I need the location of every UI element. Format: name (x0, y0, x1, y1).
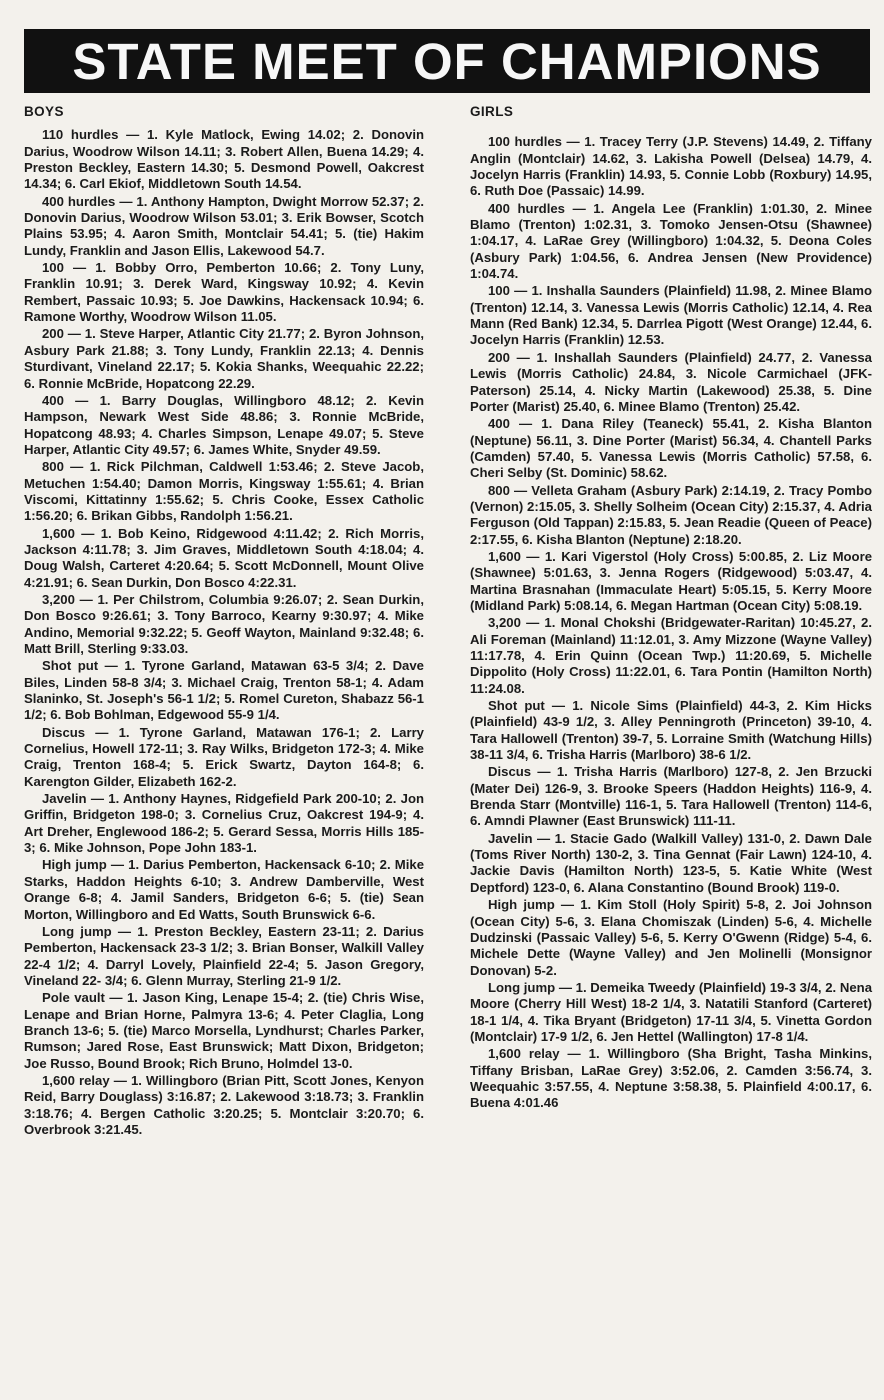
event-results-text: — 1. Tyrone Garland, Matawan 63-5 3/4; 2. Dave Biles, Linden 58-8 3/4; 3. Michael Craig, Trenton 58-1; 4. Adam Slaninko, St. Joseph's 56-1 1/2; 5. Romel Cureton, Shabazz 56-1 1/2; 6. Bob Bohlman, Edgewood 55-9 1/4. (24, 658, 424, 723)
event-result-entry (24, 725, 424, 790)
event-name: 800 (488, 482, 510, 498)
event-result-entry (24, 260, 424, 325)
event-result-entry (24, 857, 424, 922)
event-name: Shot put (42, 658, 99, 674)
event-results-text: — 1. Anthony Haynes, Ridgefield Park 200-10; 2. Jon Griffin, Bridgeton 198-0; 3. Cornelius Cruz, Oakcrest 194-9; 4. Art Dreher, Englewood 186-2; 5. Gerard Sessa, Morris Hills 185-3; 6. Mike Johnson, Pope John 183-1. (24, 791, 424, 856)
event-results-text: — 1. Per Chilstrom, Columbia 9:26.07; 2. Sean Durkin, Don Bosco 9:26.61; 3. Tony Barroco, Kearny 9:30.97; 4. Mike Andino, Memorial 9:32.22; 5. Geoff Wayton, Mainland 9:32.48; 6. Matt Brill, Sterling 9:33.03. (24, 591, 424, 656)
event-results-text: — 1. Monal Chokshi (Bridgewater-Raritan) 10:45.27, 2. Ali Foreman (Mainland) 11:12.01, 3. Amy Mizzone (Wayne Valley) 11:17.78, 4. Erin Quinn (Ocean Twp.) 11:20.69, 5. Michelle Dippolito (Holy Cross) 11:22.01, 6. Tara Pontin (Hamilton North) 11:24.08. (470, 615, 872, 696)
event-result-entry (24, 526, 424, 591)
page-title: STATE MEET OF CHAMPIONS (24, 29, 870, 93)
event-result-entry (24, 393, 424, 458)
event-result-entry (24, 194, 424, 259)
event-results-text: — 1. Demeika Tweedy (Plainfield) 19-3 3/4, 2. Nena Moore (Cherry Hill West) 18-2 1/4, 3. Natatili Stanford (Carteret) 18-1 1/4, 4. Tika Bryant (Bridgeton) 17-11 3/4, 5. Vinetta Gordon (Montclair) 17-9 1/2, 6. Jen Hettel (Wallington) 17-8 1/4. (470, 979, 873, 1044)
event-results-text: — 1. Inshalla Saunders (Plainfield) 11.98, 2. Minee Blamo (Trenton) 12.14, 3. Vanessa Lewis (Morris Catholic) 12.14, 4. Rea Mann (Red Bank) 12.34, 5. Darrlea Pigott (West Orange) 12.44, 6. Jocelyn Harris (Franklin) 12.53. (470, 283, 872, 348)
event-result-entry (24, 658, 424, 723)
event-results-text: — 1. Stacie Gado (Walkill Valley) 131-0, 2. Dawn Dale (Toms River North) 130-2, 3. Tina Gennat (Fair Lawn) 124-10, 4. Jackie Davis (Hamilton North) 123-5, 5. Katie White (West Deptford) 123-0, 6. Alana Constantino (Bound Brook) 119-0. (470, 830, 872, 895)
event-result-entry (470, 764, 872, 829)
event-results-text: — 1. Dana Riley (Teaneck) 55.41, 2. Kisha Blanton (Neptune) 56.11, 3. Dine Porter (Marist) 56.34, 4. Chantell Parks (Camden) 57.40, 5. Vanessa Lewis (Morris Catholic) 57.58, 6. Cheri Selby (St. Dominic) 58.62. (470, 416, 872, 481)
event-name: 200 (488, 349, 510, 365)
event-name: 200 (42, 326, 64, 342)
event-result-entry (470, 549, 872, 614)
boys-heading: BOYS (24, 104, 64, 119)
event-name: Javelin (488, 830, 533, 846)
event-result-entry (24, 990, 424, 1072)
event-name: 400 (488, 416, 510, 432)
event-name: 3,200 (42, 591, 75, 607)
event-results-text: — 1. Inshallah Saunders (Plainfield) 24.77, 2. Vanessa Lewis (Morris Catholic) 24.84, 3. Nicole Carmichael (JFK-Paterson) 25.14, 4. Nicky Martin (Lakewood) 25.38, 5. Dine Porter (Marist) 25.40, 6. Minee Blamo (Trenton) 25.42. (470, 349, 872, 414)
event-name: Javelin (42, 791, 87, 807)
event-results-text: — 1. Rick Pilchman, Caldwell 1:53.46; 2. Steve Jacob, Metuchen 1:54.40; Damon Morris, Kingsway 1:55.61; 4. Brian Viscomi, Kittatinny 1:55.62; 5. Chris Cooke, Essex Catholic 1:56.20; 6. Brikan Gibbs, Randolph 1:56.21. (24, 459, 424, 524)
event-name: 1,600 relay (488, 1046, 560, 1062)
event-result-entry (470, 350, 872, 415)
event-name: Long jump (42, 923, 112, 939)
event-name: 400 (42, 392, 64, 408)
event-results-text: — 1. Tracey Terry (J.P. Stevens) 14.49, 2. Tiffany Anglin (Montclair) 14.62, 3. Lakisha Powell (Delsea) 14.79, 4. Jocelyn Harris (Franklin) 14.93, 5. Connie Lobb (Roxbury) 14.95, 6. Ruth Doe (Passaic) 14.99. (470, 134, 872, 199)
event-result-entry (24, 459, 424, 524)
event-name: 1,600 (42, 525, 75, 541)
event-results-text: — 1. Nicole Sims (Plainfield) 44-3, 2. Kim Hicks (Plainfield) 43-9 1/2, 3. Alley Penningroth (Princeton) 39-10, 4. Tara Hallowell (Trenton) 39-7, 5. Lorraine Smith (Watchung Hills) 38-11 3/4, 6. Trisha Harris (Marlboro) 38-6 1/2. (470, 698, 872, 763)
event-name: Shot put (488, 698, 545, 714)
event-result-entry (470, 897, 872, 979)
event-results-text: — 1. Bob Keino, Ridgewood 4:11.42; 2. Rich Morris, Jackson 4:11.78; 3. Jim Graves, Middletown South 4:18.04; 4. Doug Walsh, Carteret 4:20.64; 5. Scott McDonnell, Mount Olive 4:21.91; 6. Sean Durkin, Don Bosco 4:22.31. (24, 525, 424, 590)
event-result-entry (470, 615, 872, 697)
event-result-entry (24, 326, 424, 391)
event-name: Pole vault (42, 990, 105, 1006)
event-results-text: — 1. Jason King, Lenape 15-4; 2. (tie) Chris Wise, Lenape and Brian Horne, Palmyra 13-6; 4. Peter Claglia, Long Branch 13-6; 5. (tie) Marco Morsella, Lyndhurst; Charles Parker, Rumson; Jared Rose, East Brunswick; Matt Dixon, Bridgeton; Joe Russo, Bound Brook; Rich Bruno, Holmdel 13-0. (24, 990, 424, 1071)
event-result-entry (470, 201, 872, 283)
event-name: 1,600 relay (42, 1072, 110, 1088)
event-result-entry (470, 483, 872, 548)
event-result-entry (24, 791, 424, 856)
event-results-text: — 1. Preston Beckley, Eastern 23-11; 2. Darius Pemberton, Hackensack 23-3 1/2; 3. Brian Bonser, Walkill Valley 22-4 1/2; 4. Darryl Lovely, Plainfield 22-4; 5. Jason Gregory, Vineland 22- 3/4; 6. Glenn Murray, Sterling 21-9 1/2. (24, 923, 424, 988)
event-results-text: — Velleta Graham (Asbury Park) 2:14.19, 2. Tracy Pombo (Vernon) 2:15.05, 3. Shelly Solheim (Ocean City) 2:15.37, 4. Adria Ferguson (Old Tappan) 2:15.83, 5. Jean Readie (Queen of Peace) 2:17.55, 6. Kisha Blanton (Neptune) 2:18.20. (470, 482, 872, 547)
event-result-entry (470, 416, 872, 481)
boys-results-column (24, 104, 424, 1139)
event-name: 100 hurdles (488, 134, 562, 150)
event-result-entry (24, 1073, 424, 1138)
event-name: 110 hurdles (42, 127, 119, 143)
event-name: Discus (488, 764, 532, 780)
event-name: Discus (42, 724, 86, 740)
event-result-entry (470, 283, 872, 348)
event-results-text: — 1. Trisha Harris (Marlboro) 127-8, 2. Jen Brzucki (Mater Dei) 126-9, 3. Brooke Speers (Haddon Heights) 116-9, 4. Brenda Starr (Montville) 116-1, 5. Tara Hallowell (Trenton) 114-6, 6. Amndi Plawner (East Brunswick) 111-11. (470, 764, 872, 829)
event-result-entry (24, 127, 424, 192)
event-results-text: — 1. Willingboro (Sha Bright, Tasha Minkins, Tiffany Brisban, LaRae Grey) 3:52.06, 2. Camden 3:56.74, 3. Weequahic 3:57.55, 4. Neptune 3:58.38, 5. Plainfield 4:00.17, 6. Buena 4:01.46 (470, 1046, 872, 1111)
event-results-text: — 1. Bobby Orro, Pemberton 10.66; 2. Tony Luny, Franklin 10.91; 3. Derek Ward, Kingsway 10.92; 4. Kevin Rembert, Passaic 10.93; 5. Joe Dawkins, Hackensack 10.94; 6. Ramone Worthy, Woodrow Wilson 11.05. (24, 260, 424, 325)
event-results-text: — 1. Tyrone Garland, Matawan 176-1; 2. Larry Cornelius, Howell 172-11; 3. Ray Wilks, Bridgeton 172-3; 4. Mike Craig, Trenton 168-4; 5. Erick Swartz, Dayton 164-8; 6. Karengton Gilder, Elizabeth 162-2. (24, 724, 424, 789)
event-results-text: — 1. Kyle Matlock, Ewing 14.02; 2. Donovin Darius, Woodrow Wilson 14.11; 3. Robert Allen, Buena 14.29; 4. Preston Beckley, Eastern 14.30; 5. Desmond Powell, Oakcrest 14.34; 6. Carl Ekiof, Middletown South 14.54. (24, 127, 425, 192)
event-result-entry (470, 1046, 872, 1111)
girls-results-column (470, 104, 872, 1113)
event-result-entry (470, 980, 872, 1045)
event-name: 3,200 (488, 615, 521, 631)
girls-heading: GIRLS (470, 104, 514, 119)
event-results-text: — 1. Anthony Hampton, Dwight Morrow 52.37; 2. Donovin Darius, Woodrow Wilson 53.01; 3. Erik Bowser, Scotch Plains 53.95; 4. Aaron Smith, Montclair 54.41; 5. (tie) Hakim Lundy, Franklin and Jason Ellis, Lakewood 54.7. (24, 193, 424, 258)
event-results-text: — 1. Barry Douglas, Willingboro 48.12; 2. Kevin Hampson, Newark West Side 48.86; 3. Ronnie McBride, Hopatcong 48.93; 4. Charles Simpson, Lenape 49.07; 5. Steve Harper, Atlantic City 49.57; 6. James White, Snyder 49.59. (24, 392, 424, 457)
event-results-text: — 1. Darius Pemberton, Hackensack 6-10; 2. Mike Starks, Haddon Heights 6-10; 3. Andrew Damberville, West Orange 6-8; 4. Jamil Sanders, Bridgeton 6-6; 5. (tie) Sean Morton, Willingboro and Ed Watts, South Brunswick 6-6. (24, 857, 425, 922)
event-results-text: — 1. Kim Stoll (Holy Spirit) 5-8, 2. Joi Johnson (Ocean City) 5-6, 3. Elana Chomiszak (Linden) 5-6, 4. Michelle Dudzinski (Passaic Valley) 5-6, 5. Kerry O'Gwenn (Ridge) 5-4, 6. Michele Dette (Wayne Valley) and Jen Molinelli (Monsignor Donovan) 5-2. (470, 897, 873, 978)
event-name: 400 hurdles (42, 193, 116, 209)
event-name: 100 (42, 260, 64, 276)
event-name: 1,600 (488, 548, 521, 564)
event-name: 400 hurdles (488, 200, 565, 216)
event-result-entry (470, 831, 872, 896)
event-result-entry (470, 134, 872, 199)
event-results-text: — 1. Steve Harper, Atlantic City 21.77; 2. Byron Johnson, Asbury Park 21.88; 3. Tony Lundy, Franklin 22.13; 4. Dennis Sturdivant, Vineland 22.17; 5. Kokia Shanks, Weequahic 22.22; 6. Ronnie McBride, Hopatcong 22.29. (24, 326, 424, 391)
event-result-entry (470, 698, 872, 763)
event-result-entry (24, 924, 424, 989)
event-name: 800 (42, 459, 64, 475)
event-name: High jump (42, 857, 107, 873)
event-results-text: — 1. Willingboro (Brian Pitt, Scott Jones, Kenyon Reid, Barry Douglass) 3:16.87; 2. Lakewood 3:18.73; 3. Franklin 3:18.76; 4. Bergen Catholic 3:20.25; 5. Montclair 3:20.70; 6. Overbrook 3:21.45. (24, 1072, 424, 1137)
boys-results-list (24, 127, 424, 1138)
event-name: 100 (488, 283, 510, 299)
event-result-entry (24, 592, 424, 657)
girls-results-list (470, 134, 872, 1111)
event-results-text: — 1. Angela Lee (Franklin) 1:01.30, 2. Minee Blamo (Trenton) 1:02.31, 3. Tomoko Jensen-Otsu (Shawnee) 1:04.17, 4. LaRae Grey (Willingboro) 1:04.32, 5. Deona Coles (Asbury Park) 1:04.56, 6. Andrea Jensen (New Providence) 1:04.74. (470, 200, 872, 282)
event-results-text: — 1. Kari Vigerstol (Holy Cross) 5:00.85, 2. Liz Moore (Shawnee) 5:01.63, 3. Jenna Rogers (Ridgewood) 5:03.47, 4. Martina Brasnahan (Immaculate Heart) 5:05.15, 5. Kerry Moore (Midland Park) 5:08.14, 6. Megan Hartman (Ocean City) 5:08.19. (470, 548, 872, 613)
event-name: Long jump (488, 979, 556, 995)
event-name: High jump (488, 897, 555, 913)
